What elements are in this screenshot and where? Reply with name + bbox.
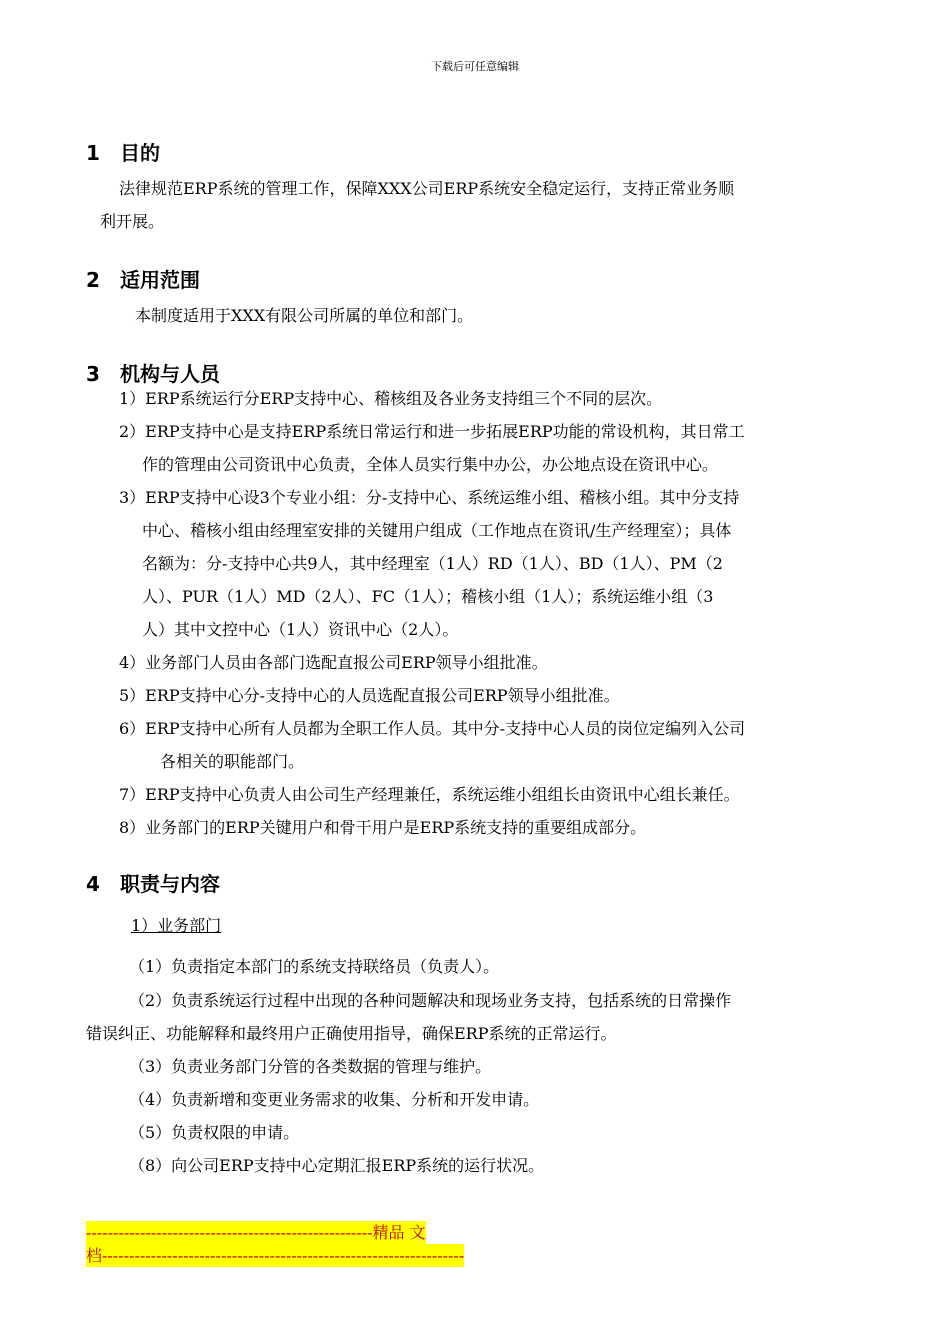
org-item: 人）、PUR（1人）MD（2人）、FC（1人）；稽核小组（1人）；系统运维小组（3 xyxy=(142,587,714,606)
scope-line-1: 本制度适用于XXX有限公司所属的单位和部门。 xyxy=(135,306,474,325)
section-heading-1 xyxy=(86,137,160,166)
purpose-line-1: 法律规范ERP系统的管理工作，保障XXX公司ERP系统安全稳定运行，支持正常业务顺 xyxy=(119,179,735,198)
section-number: 4 xyxy=(86,872,100,896)
section-heading-4 xyxy=(86,868,220,897)
section-number: 3 xyxy=(86,362,100,386)
duty-item: （8）向公司ERP支持中心定期汇报ERP系统的运行状况。 xyxy=(129,1156,545,1175)
org-item: 作的管理由公司资讯中心负责，全体人员实行集中办公，办公地点设在资讯中心。 xyxy=(142,455,719,474)
org-item: 3）ERP支持中心设3个专业小组：分-支持中心、系统运维小组、稽核小组。其中分支持 xyxy=(119,488,740,507)
footer-line-2: 档------------------------------------------------------------------- xyxy=(86,1246,465,1265)
duty-item: （5）负责权限的申请。 xyxy=(129,1123,300,1142)
section-number: 2 xyxy=(86,268,100,292)
duty-item: （2）负责系统运行过程中出现的各种问题解决和现场业务支持，包括系统的日常操作 xyxy=(129,991,732,1010)
section-title: 适用范围 xyxy=(120,268,200,292)
org-item: 各相关的职能部门。 xyxy=(160,752,305,771)
section-title: 目的 xyxy=(120,141,160,165)
duty-item: （1）负责指定本部门的系统支持联络员（负责人）。 xyxy=(129,957,500,976)
org-item: 1）ERP系统运行分ERP支持中心、稽核组及各业务支持组三个不同的层次。 xyxy=(119,389,663,408)
purpose-line-2: 利开展。 xyxy=(100,212,165,231)
header-note: 下载后可任意编辑 xyxy=(431,60,519,73)
duty-item: 错误纠正、功能解释和最终用户正确使用指导，确保ERP系统的正常运行。 xyxy=(86,1024,617,1043)
org-item: 7）ERP支持中心负责人由公司生产经理兼任，系统运维小组组长由资讯中心组长兼任。 xyxy=(119,785,740,804)
org-item: 人）其中文控中心（1人）资讯中心（2人）。 xyxy=(142,620,459,639)
section-number: 1 xyxy=(86,141,100,165)
org-item: 8）业务部门的ERP关键用户和骨干用户是ERP系统支持的重要组成部分。 xyxy=(119,818,647,837)
org-item: 2）ERP支持中心是支持ERP系统日常运行和进一步拓展ERP功能的常设机构，其日常工 xyxy=(119,422,745,441)
section-title: 职责与内容 xyxy=(120,872,220,896)
duty-item: （4）负责新增和变更业务需求的收集、分析和开发申请。 xyxy=(129,1090,540,1109)
footer-line-1: -----------------------------------------------------精品 文 xyxy=(86,1223,426,1242)
section-title: 机构与人员 xyxy=(120,362,220,386)
org-item: 中心、稽核小组由经理室安排的关键用户组成（工作地点在资讯/生产经理室）；具体 xyxy=(142,521,732,540)
org-item: 5）ERP支持中心分-支持中心的人员选配直报公司ERP领导小组批准。 xyxy=(119,686,620,705)
org-item: 4）业务部门人员由各部门选配直报公司ERP领导小组批准。 xyxy=(119,653,548,672)
duty-item: （3）负责业务部门分管的各类数据的管理与维护。 xyxy=(129,1057,492,1076)
section-heading-2 xyxy=(86,264,200,293)
org-item: 名额为：分-支持中心共9人，其中经理室（1人）RD（1人）、BD（1人）、PM（2 xyxy=(142,554,723,573)
org-item: 6）ERP支持中心所有人员都为全职工作人员。其中分-支持中心人员的岗位定编列入公司 xyxy=(119,719,746,738)
duty-subtitle: 1）业务部门 xyxy=(131,916,222,935)
